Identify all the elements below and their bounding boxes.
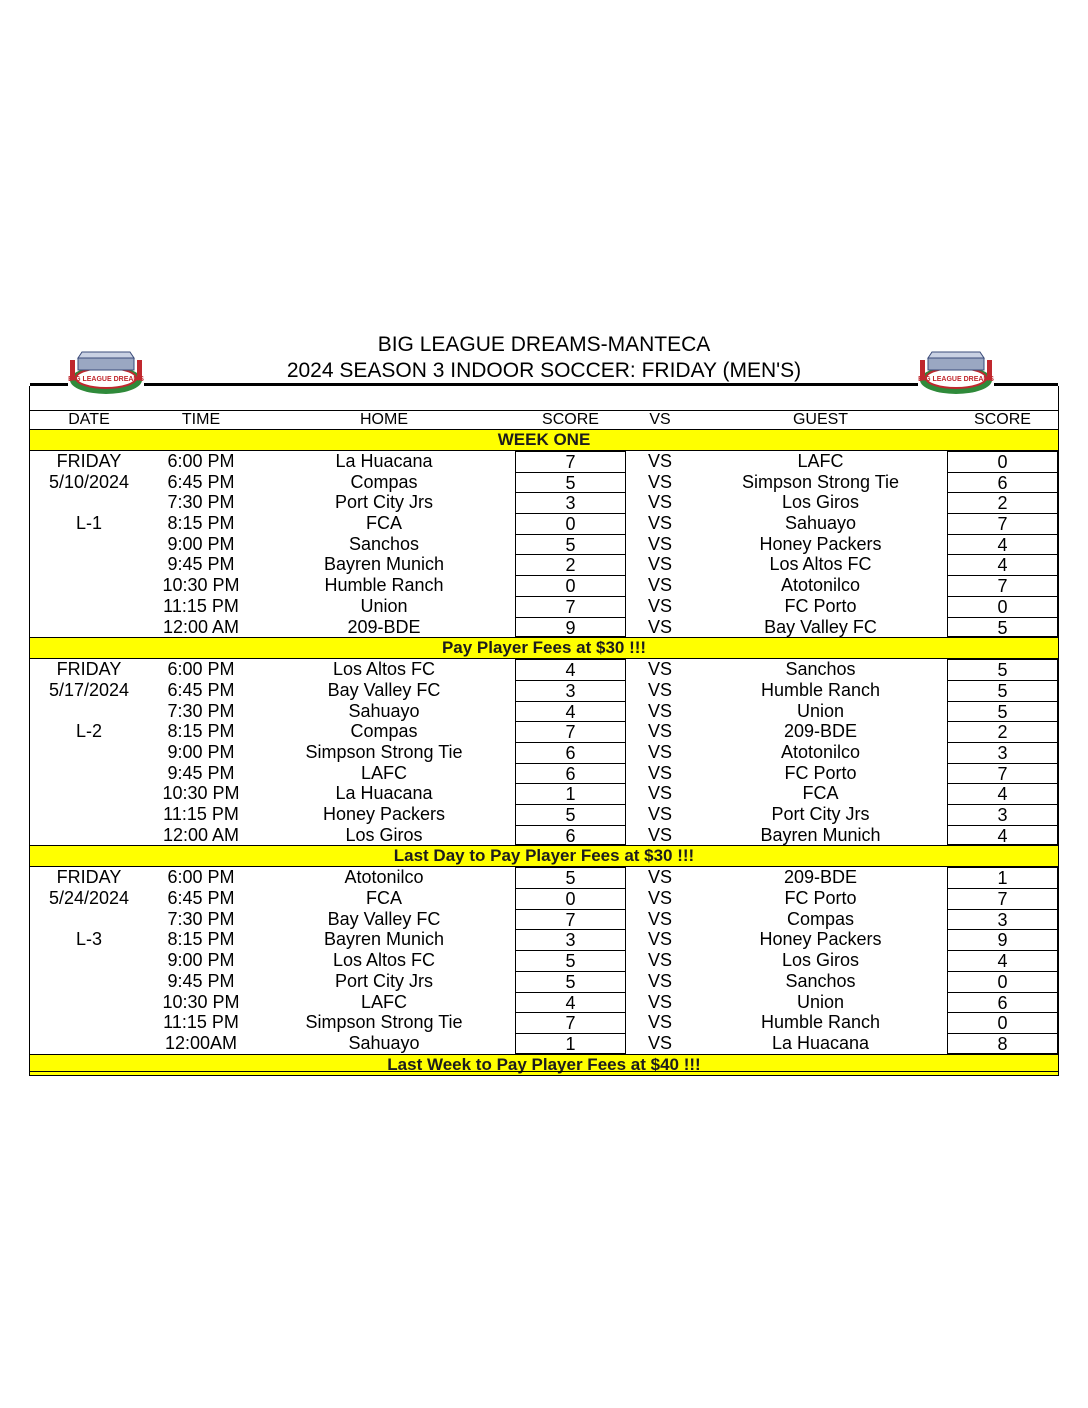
game-row (29, 929, 1059, 950)
guest-score: 5 (947, 701, 1058, 722)
home-team: Sahuayo (348, 700, 420, 721)
home-team: Los Giros (345, 824, 423, 845)
fee-notice-banner: Pay Player Fees at $30 !!! (29, 637, 1059, 659)
guest-team: Los Altos FC (769, 554, 872, 575)
game-time: 9:00 PM (167, 950, 235, 971)
game-row (29, 721, 1059, 742)
home-score: 5 (515, 534, 626, 555)
guest-score: 4 (947, 534, 1058, 555)
vs-label: VS (647, 929, 672, 950)
home-score: 7 (515, 909, 626, 930)
game-time: 7:30 PM (167, 908, 235, 929)
home-score: 4 (515, 701, 626, 722)
guest-score: 3 (947, 804, 1058, 825)
home-score: 4 (515, 992, 626, 1013)
guest-team: Sanchos (785, 659, 856, 680)
vs-label: VS (647, 679, 672, 700)
home-team: Sahuayo (348, 1032, 420, 1053)
game-row (29, 534, 1059, 555)
home-score: 6 (515, 763, 626, 784)
home-score: 0 (515, 888, 626, 909)
guest-score: 0 (947, 971, 1058, 992)
game-row (29, 825, 1059, 846)
home-team: Simpson Strong Tie (305, 1012, 463, 1033)
game-row (29, 701, 1059, 722)
home-team: La Huacana (335, 451, 433, 471)
guest-score: 7 (947, 513, 1058, 534)
guest-score: 0 (947, 1012, 1058, 1033)
guest-team: Honey Packers (759, 533, 882, 554)
day-label: FRIDAY (56, 451, 122, 471)
guest-team: Sanchos (785, 970, 856, 991)
game-time: 10:30 PM (162, 991, 240, 1012)
home-team: La Huacana (335, 783, 433, 804)
guest-score: 4 (947, 554, 1058, 575)
home-score: 3 (515, 492, 626, 513)
game-time: 11:15 PM (163, 1012, 239, 1033)
league-label: L-1 (75, 513, 102, 534)
game-row (29, 513, 1059, 534)
home-team: Bayren Munich (323, 929, 445, 950)
vs-label: VS (647, 492, 672, 513)
home-team: 209-BDE (347, 616, 421, 637)
guest-score: 4 (947, 783, 1058, 804)
home-score: 3 (515, 929, 626, 950)
guest-team: Union (796, 991, 845, 1012)
date-label: 5/10/2024 (48, 471, 130, 492)
guest-score: 7 (947, 888, 1058, 909)
game-time: 7:30 PM (167, 492, 235, 513)
guest-score: 4 (947, 825, 1058, 846)
game-time: 9:00 PM (167, 741, 235, 762)
home-team: Union (360, 595, 408, 616)
guest-score: 3 (947, 742, 1058, 763)
vs-label: VS (647, 616, 672, 637)
game-time: 11:15 PM (163, 804, 239, 824)
game-time: 12:00 AM (162, 616, 240, 637)
vs-label: VS (647, 554, 672, 575)
game-row (29, 971, 1059, 992)
guest-team: 209-BDE (783, 721, 858, 742)
game-time: 9:45 PM (167, 554, 235, 575)
home-score: 5 (515, 867, 626, 888)
game-row (29, 472, 1059, 493)
week-banner: WEEK ONE (29, 429, 1059, 451)
game-row (29, 804, 1059, 825)
guest-score: 7 (947, 575, 1058, 596)
game-time: 7:30 PM (167, 700, 235, 721)
vs-label: VS (647, 991, 672, 1012)
home-team: FCA (366, 513, 402, 534)
game-time: 8:15 PM (167, 513, 235, 534)
game-time: 10:30 PM (162, 575, 240, 596)
home-score: 7 (515, 451, 626, 472)
home-team: Honey Packers (322, 804, 446, 824)
guest-score: 0 (947, 451, 1058, 472)
guest-team: Union (796, 700, 845, 721)
day-label: FRIDAY (56, 867, 122, 888)
home-score: 7 (515, 1012, 626, 1033)
vs-label: VS (647, 762, 672, 783)
home-score: 3 (515, 680, 626, 701)
guest-score: 6 (947, 472, 1058, 493)
page-title: BIG LEAGUE DREAMS-MANTECA (377, 333, 711, 356)
guest-team: Port City Jrs (771, 804, 870, 824)
guest-score: 4 (947, 950, 1058, 971)
game-row (29, 451, 1059, 472)
guest-score: 6 (947, 992, 1058, 1013)
home-score: 1 (515, 1033, 626, 1054)
game-time: 6:00 PM (167, 659, 235, 680)
home-team: Los Altos FC (332, 950, 436, 971)
home-score: 7 (515, 721, 626, 742)
game-row (29, 659, 1059, 680)
game-row (29, 617, 1059, 638)
game-row (29, 492, 1059, 513)
column-header-guest: GUEST (792, 411, 849, 428)
guest-team: Los Giros (781, 492, 860, 513)
home-score: 5 (515, 804, 626, 825)
guest-score: 5 (947, 680, 1058, 701)
home-score: 0 (515, 513, 626, 534)
game-time: 10:30 PM (162, 783, 240, 804)
home-score: 0 (515, 575, 626, 596)
game-row (29, 763, 1059, 784)
home-score: 9 (515, 617, 626, 638)
guest-score: 3 (947, 909, 1058, 930)
game-row (29, 554, 1059, 575)
vs-label: VS (647, 783, 672, 804)
game-time: 8:15 PM (167, 721, 235, 742)
guest-team: LAFC (797, 451, 844, 471)
game-row (29, 888, 1059, 909)
league-label: L-3 (75, 929, 102, 950)
home-score: 6 (515, 825, 626, 846)
vs-label: VS (647, 533, 672, 554)
guest-team: FCA (802, 783, 839, 804)
vs-label: VS (647, 888, 672, 909)
guest-team: FC Porto (784, 595, 857, 616)
guest-team: Humble Ranch (760, 679, 881, 700)
column-header-row (29, 411, 1059, 429)
vs-label: VS (647, 595, 672, 616)
game-time: 6:45 PM (167, 471, 235, 492)
game-row (29, 909, 1059, 930)
home-team: Compas (350, 721, 418, 742)
home-team: LAFC (360, 762, 407, 783)
game-time: 11:15 PM (163, 595, 239, 616)
game-row (29, 867, 1059, 888)
vs-label: VS (647, 659, 672, 680)
guest-score: 2 (947, 721, 1058, 742)
home-team: Los Altos FC (332, 659, 436, 680)
game-time: 6:00 PM (167, 867, 235, 888)
game-row (29, 1012, 1059, 1033)
guest-score: 5 (947, 617, 1058, 638)
guest-score: 0 (947, 596, 1058, 617)
game-row (29, 742, 1059, 763)
vs-label: VS (647, 908, 672, 929)
game-time: 8:15 PM (167, 929, 235, 950)
home-team: Sanchos (348, 533, 420, 554)
svg-text:BIG LEAGUE DREAMS: BIG LEAGUE DREAMS (918, 376, 994, 383)
guest-team: Bayren Munich (760, 824, 881, 845)
home-team: Bay Valley FC (327, 908, 441, 929)
home-team: LAFC (360, 991, 407, 1012)
column-header-date: DATE (68, 411, 110, 428)
game-time: 9:45 PM (167, 762, 235, 783)
home-score: 4 (515, 659, 626, 680)
home-score: 5 (515, 950, 626, 971)
svg-text:BIG LEAGUE DREAMS: BIG LEAGUE DREAMS (68, 376, 144, 383)
column-header-home-score: SCORE (542, 411, 599, 428)
vs-label: VS (647, 575, 672, 596)
vs-label: VS (647, 451, 672, 471)
guest-score: 9 (947, 929, 1058, 950)
vs-label: VS (647, 513, 672, 534)
vs-label: VS (647, 700, 672, 721)
game-time: 12:00 AM (162, 824, 240, 845)
game-time: 6:00 PM (167, 451, 235, 471)
guest-score: 7 (947, 763, 1058, 784)
home-team: Atotonilco (344, 867, 424, 888)
game-row (29, 680, 1059, 701)
game-row (29, 950, 1059, 971)
home-score: 7 (515, 596, 626, 617)
home-team: Humble Ranch (324, 575, 444, 596)
blank-row (29, 386, 1059, 411)
schedule-table (29, 386, 1059, 1076)
guest-team: FC Porto (784, 762, 857, 783)
guest-team: Atotonilco (780, 575, 861, 596)
guest-team: Los Giros (781, 950, 860, 971)
game-row (29, 575, 1059, 596)
guest-score: 2 (947, 492, 1058, 513)
guest-score: 1 (947, 867, 1058, 888)
column-header-time: TIME (181, 411, 221, 428)
guest-team: La Huacana (771, 1032, 870, 1053)
guest-score: 8 (947, 1033, 1058, 1054)
guest-score: 5 (947, 659, 1058, 680)
home-score: 6 (515, 742, 626, 763)
guest-team: Honey Packers (759, 929, 882, 950)
vs-label: VS (647, 804, 672, 824)
game-row (29, 992, 1059, 1013)
vs-label: VS (647, 824, 672, 845)
home-team: Compas (350, 471, 418, 492)
home-score: 5 (515, 971, 626, 992)
home-team: Bayren Munich (323, 554, 445, 575)
date-label: 5/24/2024 (48, 888, 130, 909)
fee-notice-banner: Last Day to Pay Player Fees at $30 !!! (29, 845, 1059, 867)
vs-label: VS (647, 721, 672, 742)
vs-label: VS (647, 471, 672, 492)
column-header-vs: VS (649, 411, 671, 428)
vs-label: VS (647, 867, 672, 888)
game-row (29, 596, 1059, 617)
home-team: FCA (366, 888, 402, 909)
game-row (29, 783, 1059, 804)
home-score: 5 (515, 472, 626, 493)
home-score: 2 (515, 554, 626, 575)
fee-notice-banner: Last Week to Pay Player Fees at $40 !!! (29, 1054, 1059, 1076)
game-time: 9:00 PM (167, 533, 235, 554)
column-header-guest-score: SCORE (974, 411, 1031, 428)
home-score: 1 (515, 783, 626, 804)
page-subtitle: 2024 SEASON 3 INDOOR SOCCER: FRIDAY (MEN'S) (286, 359, 802, 382)
guest-team: Compas (786, 908, 855, 929)
day-label: FRIDAY (56, 659, 122, 680)
guest-team: FC Porto (784, 888, 857, 909)
guest-team: Sahuayo (784, 513, 857, 534)
home-team: Port City Jrs (334, 492, 433, 513)
home-team: Simpson Strong Tie (305, 741, 463, 762)
game-time: 9:45 PM (167, 970, 235, 991)
home-team: Bay Valley FC (327, 679, 441, 700)
vs-label: VS (647, 1032, 672, 1053)
vs-label: VS (647, 1012, 672, 1033)
game-row (29, 1033, 1059, 1054)
guest-team: Atotonilco (780, 741, 861, 762)
date-label: 5/17/2024 (48, 679, 130, 700)
vs-label: VS (647, 741, 672, 762)
game-time: 12:00AM (164, 1032, 238, 1053)
guest-team: Bay Valley FC (764, 616, 877, 637)
vs-label: VS (647, 970, 672, 991)
game-time: 6:45 PM (167, 679, 235, 700)
game-time: 6:45 PM (167, 888, 235, 909)
league-label: L-2 (75, 721, 102, 742)
guest-team: Humble Ranch (760, 1012, 881, 1033)
home-team: Port City Jrs (334, 970, 433, 991)
column-header-home: HOME (360, 411, 408, 428)
guest-team: 209-BDE (783, 867, 858, 888)
vs-label: VS (647, 950, 672, 971)
guest-team: Simpson Strong Tie (741, 471, 900, 492)
